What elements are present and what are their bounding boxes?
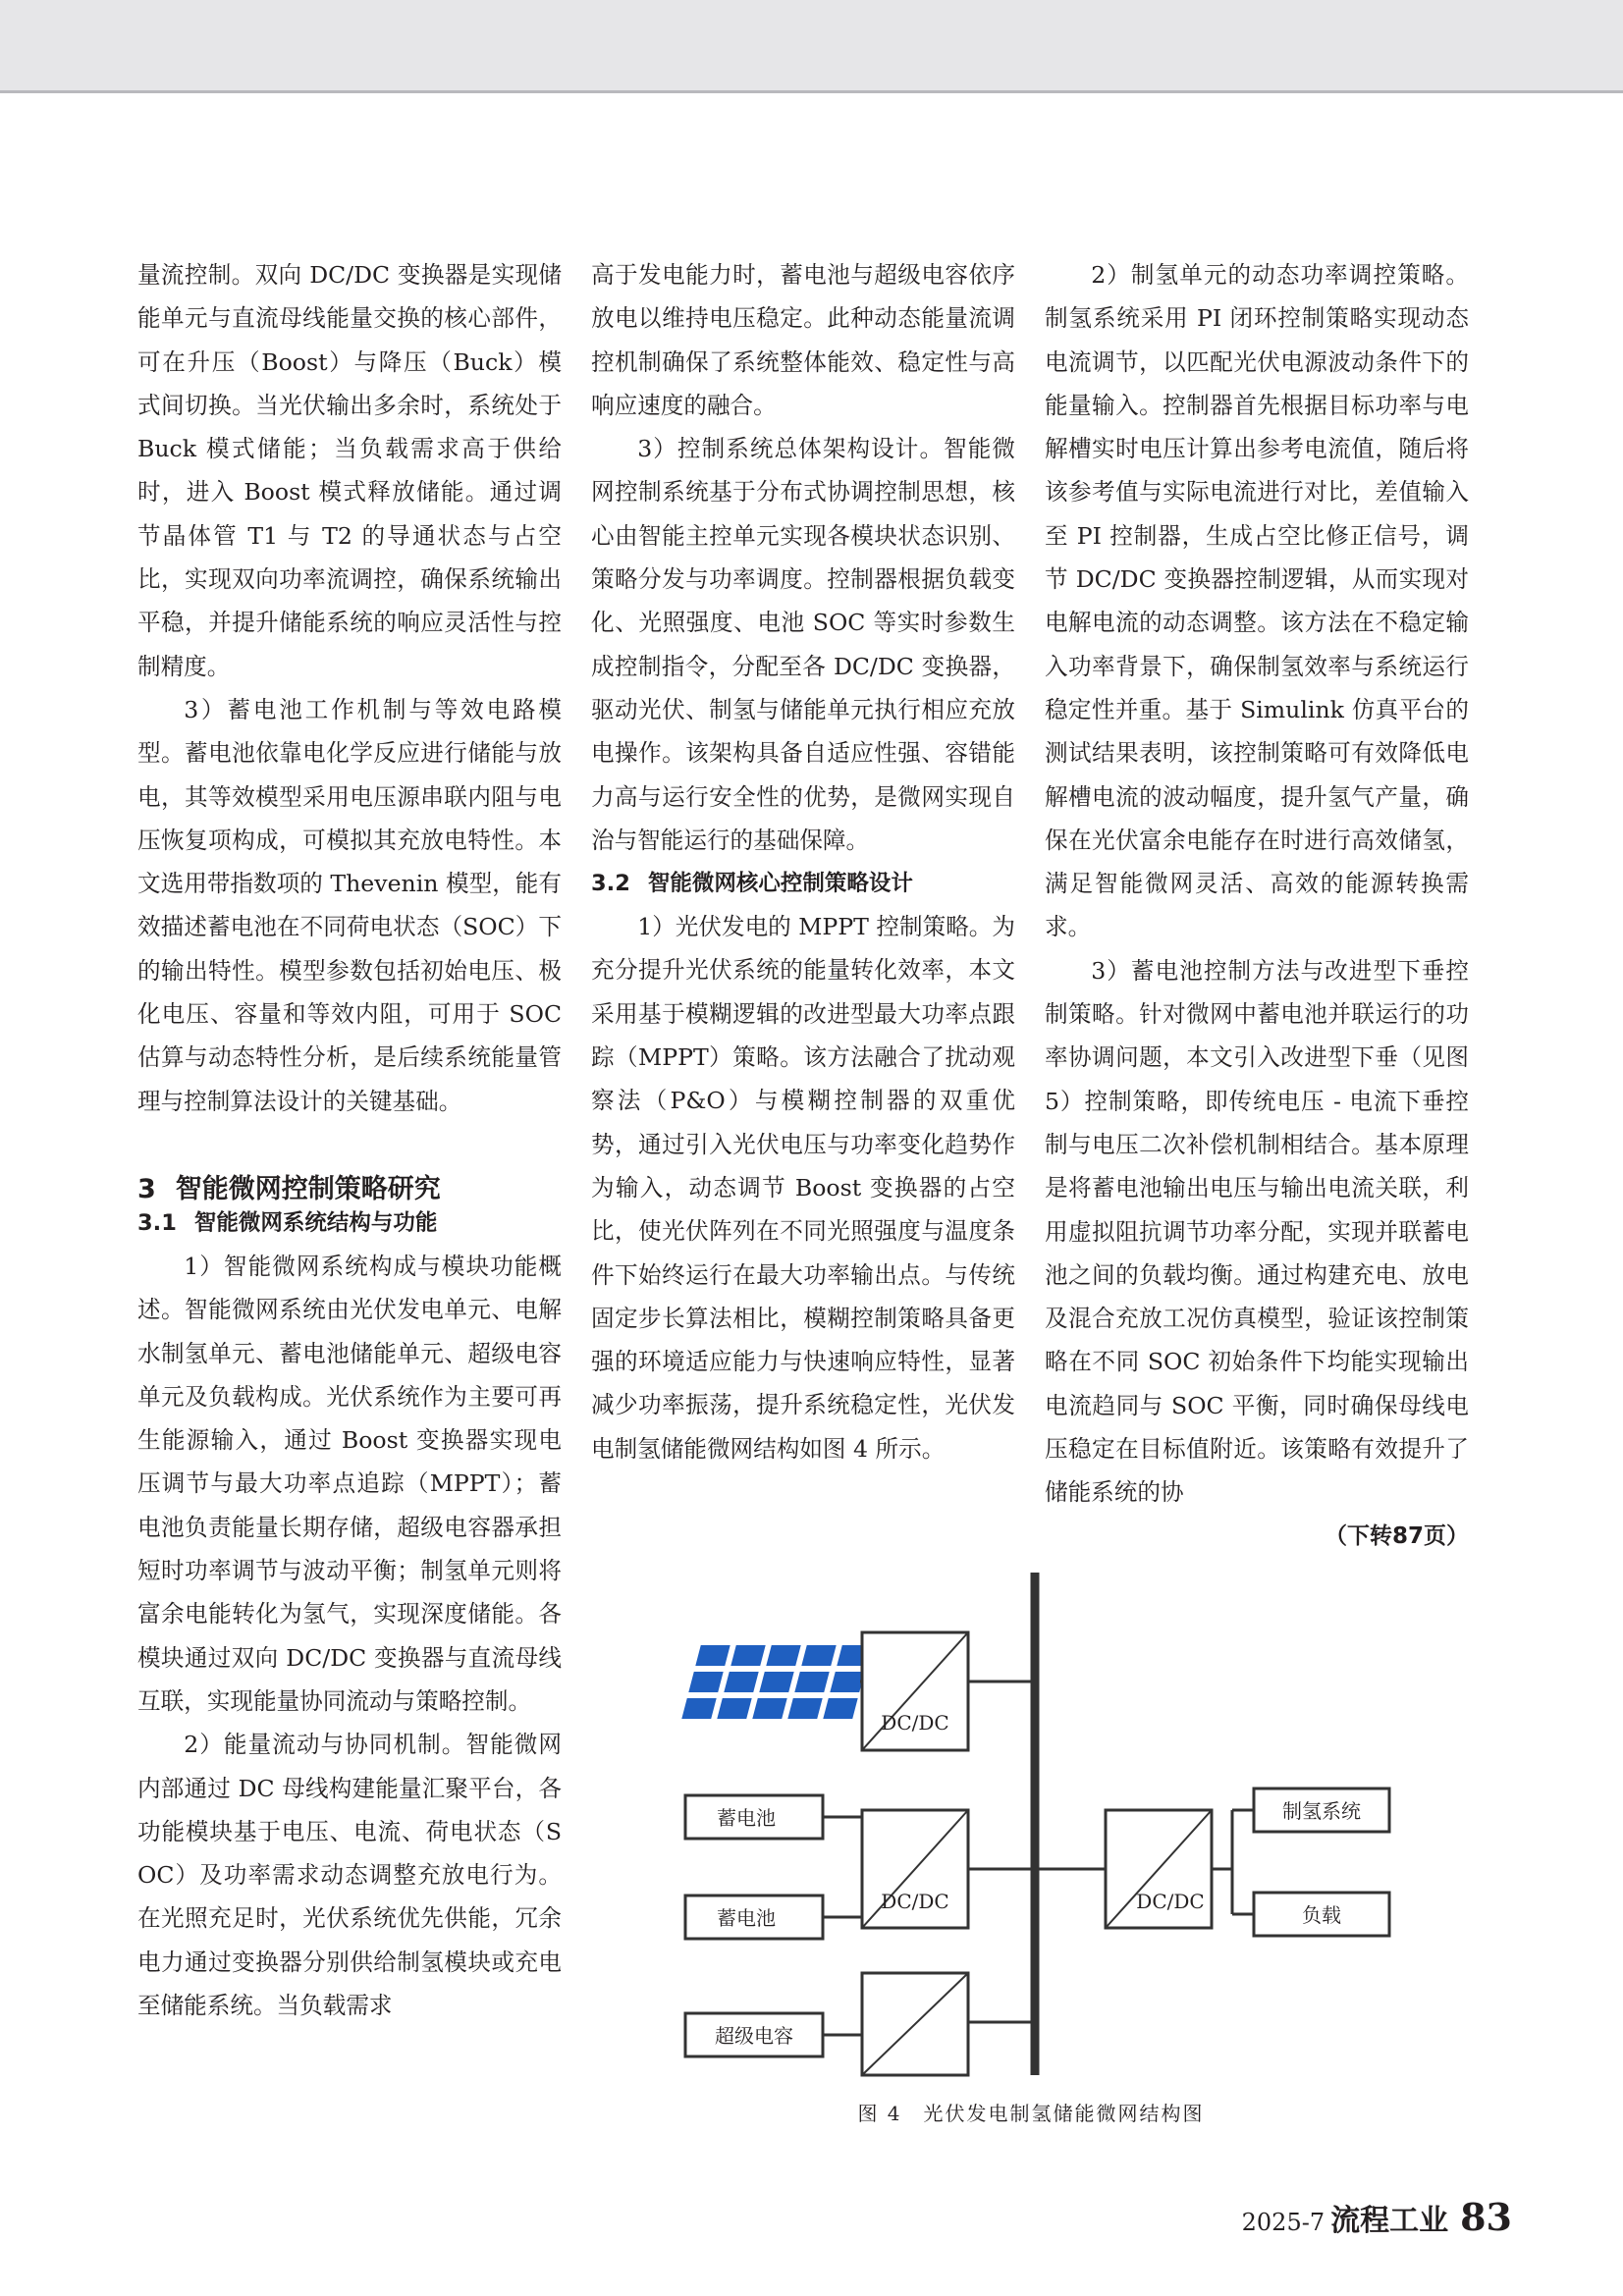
text-column-2 [591,253,1015,1470]
subsection-title: 智能微网系统结构与功能 [193,1209,438,1236]
paragraph: 高于发电能力时，蓄电池与超级电容依序放电以维持电压稳定。此种动态能量流调控机制确保了系统整体能效、稳定性与高响应速度的融合。 [591,261,1015,419]
paragraph: 3）蓄电池控制方法与改进型下垂控制策略。针对微网中蓄电池并联运行的功率协调问题，本文引入改进型下垂（见图 5）控制策略，即传统电压 - 电流下垂控制与电压二次补偿机制相结合。基本原理是将蓄电池输出电压与输出电流关联，利用虚拟阻抗调节功率分配，实现并联蓄电池之间的负载均衡。通过构建充电、放电及混合充放工况仿真模型，验证该控制策略在不同 SOC 初始条件下均能实现输出电流趋同与 SOC 平衡，同时确保母线电压稳定在目标值附近。该策略有效提升了储能系统的协 [1045,956,1469,1507]
hydrogen-system-label: 制氢系统 [1282,1799,1361,1823]
subsection-number: 3.2 [591,871,630,897]
section-number: 3 [137,1173,156,1204]
subsection-heading [137,1201,562,1245]
load-label: 负载 [1302,1903,1341,1927]
converter-label-2: DC/DC [881,1890,949,1913]
battery-label-2: 蓄电池 [717,1906,776,1930]
page-number: 83 [1460,2195,1512,2239]
microgrid-structure-diagram [677,1569,1394,2079]
solar-panel-icon [677,1639,873,1723]
paragraph: 1）光伏发电的 MPPT 控制策略。为充分提升光伏系统的能量转化效率，本文采用基于模糊逻辑的改进型最大功率点跟踪（MPPT）策略。该方法融合了扰动观察法（P&O）与模糊控制器的双重优势，通过引入光伏电压与功率变化趋势作为输入，动态调节 Boost 变换器的占空比，使光伏阵列在不同光照强度与温度条件下始终运行在最大功率输出点。与传统固定步长算法相比，模糊控制策略具备更强的环境适应能力与快速响应特性，显著减少功率振荡，提升系统稳定性，光伏发电制氢储能微网结构如图 4 所示。 [591,913,1015,1463]
converter-label-1: DC/DC [881,1711,949,1735]
section-title: 智能微网控制策略研究 [175,1173,441,1204]
subsection-number: 3.1 [137,1209,177,1236]
supercapacitor-label: 超级电容 [715,2024,793,2048]
subsection-title: 智能微网核心控制策略设计 [647,871,913,897]
continuation-note: （下转87页） [1324,1522,1469,1549]
header-band [0,0,1623,93]
issue-number: 2025-7 [1241,2209,1325,2236]
paragraph: 3）控制系统总体架构设计。智能微网控制系统基于分布式协调控制思想，核心由智能主控单元实现各模块状态识别、策略分发与功率调度。控制器根据负载变化、光照强度、电池 SOC 等实时参数生成控制指令，分配至各 DC/DC 变换器，驱动光伏、制氢与储能单元执行相应充放电操作。该架构具备自适应性强、容错能力高与运行安全性的优势，是微网实现自治与智能运行的基础保障。 [591,435,1015,854]
page-footer [1242,2195,1512,2239]
text-column-1 [137,253,562,2027]
text-column-3 [1045,253,1469,1558]
journal-name: 流程工业 [1330,2204,1449,2238]
paragraph: 2）能量流动与协同机制。智能微网内部通过 DC 母线构建能量汇聚平台，各功能模块基于电压、电流、荷电状态（SOC）及功率需求动态调整充放电行为。在光照充足时，光伏系统优先供能，冗余电力通过变换器分别供给制氢模块或充电至储能系统。当负载需求 [137,1731,562,2019]
subsection-heading [591,862,1015,905]
figure-caption: 图 4 光伏发电制氢储能微网结构图 [857,2102,1205,2125]
paragraph: 2）制氢单元的动态功率调控策略。制氢系统采用 PI 闭环控制策略实现动态电流调节，以匹配光伏电源波动条件下的能量输入。控制器首先根据目标功率与电解槽实时电压计算出参考电流值，随后将该参考值与实际电流进行对比，差值输入至 PI 控制器，生成占空比修正信号，调节 DC/DC 变换器控制逻辑，从而实现对电解电流的动态调整。该方法在不稳定输入功率背景下，确保制氢效率与系统运行稳定性并重。基于 Simulink 仿真平台的测试结果表明，该控制策略可有效降低电解槽电流的波动幅度，提升氢气产量，确保在光伏富余电能存在时进行高效储氢，满足智能微网灵活、高效的能源转换需求。 [1045,261,1469,941]
converter-label-4: DC/DC [1136,1890,1205,1913]
paragraph: 量流控制。双向 DC/DC 变换器是实现储能单元与直流母线能量交换的核心部件，可在升压（Boost）与降压（Buck）模式间切换。当光伏输出多余时，系统处于 Buck 模式储能；当负载需求高于供给时，进入 Boost 模式释放储能。通过调节晶体管 T1 与 T2 的导通状态与占空比，实现双向功率流调控，确保系统输出平稳，并提升储能系统的响应灵活性与控制精度。 [137,261,562,680]
paragraph: 1）智能微网系统构成与模块功能概述。智能微网系统由光伏发电单元、电解水制氢单元、蓄电池储能单元、超级电容单元及负载构成。光伏系统作为主要可再生能源输入，通过 Boost 变换器实现电压调节与最大功率点追踪（MPPT）；蓄电池负责能量长期存储，超级电容器承担短时功率调节与波动平衡；制氢单元则将富余电能转化为氢气，实现深度储能。各模块通过双向 DC/DC 变换器与直流母线互联，实现能量协同流动与策略控制。 [137,1252,562,1715]
battery-label-1: 蓄电池 [717,1806,776,1830]
paragraph: 3）蓄电池工作机制与等效电路模型。蓄电池依靠电化学反应进行储能与放电，其等效模型采用电压源串联内阻与电压恢复项构成，可模拟其充放电特性。本文选用带指数项的 Thevenin 模型，能有效描述蓄电池在不同荷电状态（SOC）下的输出特性。模型参数包括初始电压、极化电压、容量和等效内阻，可用于 SOC 估算与动态特性分析，是后续系统能量管理与控制算法设计的关键基础。 [137,695,562,1115]
